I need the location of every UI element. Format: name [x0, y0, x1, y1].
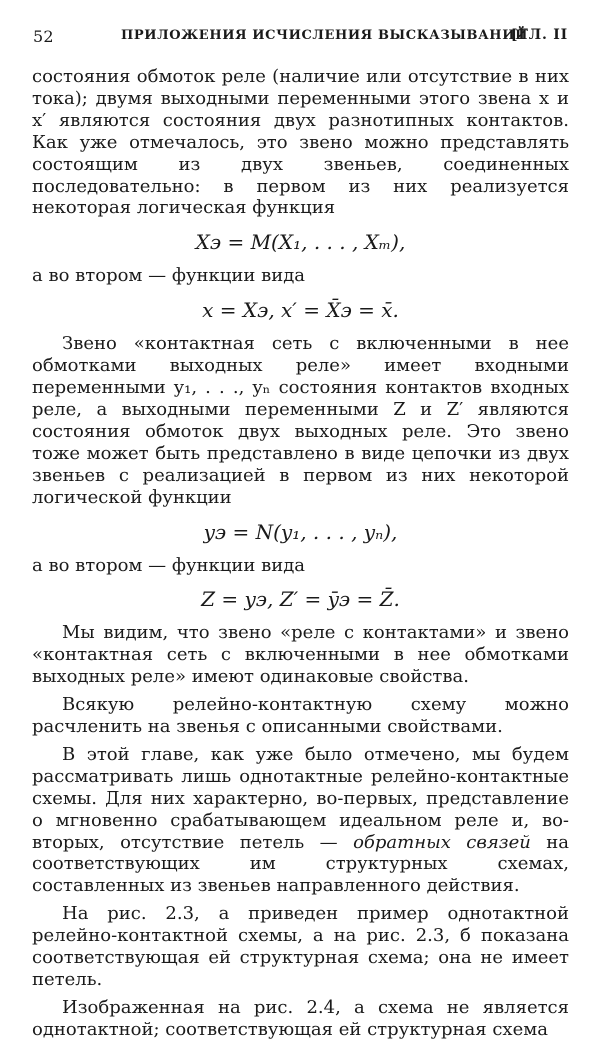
formula-4-text: Z = yэ, Z′ = ȳэ = Z̄. [201, 587, 400, 612]
paragraph-2: а во втором — функции вида [32, 265, 306, 287]
formula-3 [32, 509, 569, 555]
formula-3-text: yэ = N(y₁, . . . , yₙ), [203, 519, 398, 544]
paragraph-4: а во втором — функции вида [32, 554, 306, 576]
formula-2-text: x = Xэ, x′ = X̄э = x̄. [202, 298, 399, 323]
formula-4 [32, 576, 569, 622]
formula-1-text: Xэ = M(X₁, . . . , Xₘ), [195, 230, 406, 255]
page-number: 52 [33, 27, 54, 46]
formula-1 [32, 219, 569, 265]
page-header [33, 27, 568, 45]
paragraph-7-part-c: на соответствующих им структурных схемах, составленных из звеньев направленного действия. [32, 831, 570, 897]
paragraph-8: На рис. 2.3, а приведен пример однотактной релейно-контактной схемы, а на рис. 2.3, б показана соответствующая ей структурная схема; она не имеет петель. [32, 903, 569, 990]
paragraph-5: Мы видим, что звено «реле с контактами» и звено «контактная сеть с включенными в нее обмотками выходных реле» имеют одинаковые свойства. [32, 622, 569, 688]
chapter-label: [ГЛ. II [510, 27, 568, 43]
formula-2 [32, 287, 569, 333]
paragraph-6: Всякую релейно-контактную схему можно расчленить на звенья с описанными свойствами. [32, 694, 569, 738]
paragraph-1: состояния обмоток реле (наличие или отсутствие в них тока); двумя выходными переменными этого звена x и x′ являются состояния двух разнотипных контактов. Как уже отмечалось, это звено можно представлять состоящим из двух звеньев, соединенных последовательно: в первом из них реализуется некоторая логическая функция [32, 66, 569, 219]
paragraph-7-part-a: В этой главе, как уже было отмечено, мы будем рассматривать лишь однотактные релейно-контактные схемы. Для них характерно, во-первых, представление о мгновенно срабатывающем идеальном реле и, во-вторых, отсутствие петель — [32, 743, 569, 853]
paragraph-3: Звено «контактная сеть с включенными в нее обмотками выходных реле» имеет входными переменными y₁, . . ., yₙ состояния контактов входных реле, а выходными переменными Z и Z′ являются состояния обмоток двух выходных реле. Это звено тоже может быть представлено в виде цепочки из двух звеньев с реализацией в первом из них некоторой логической функции [32, 333, 569, 508]
paragraph-9: Изображенная на рис. 2.4, а схема не является однотактной; соответствующая ей структурная схема [32, 996, 569, 1040]
running-title: ПРИЛОЖЕНИЯ ИСЧИСЛЕНИЯ ВЫСКАЗЫВАНИЙ [121, 28, 528, 43]
page-body [32, 66, 569, 1041]
paragraph-7-emphasis: обратных связей [353, 831, 531, 853]
paragraph-7 [32, 744, 569, 897]
